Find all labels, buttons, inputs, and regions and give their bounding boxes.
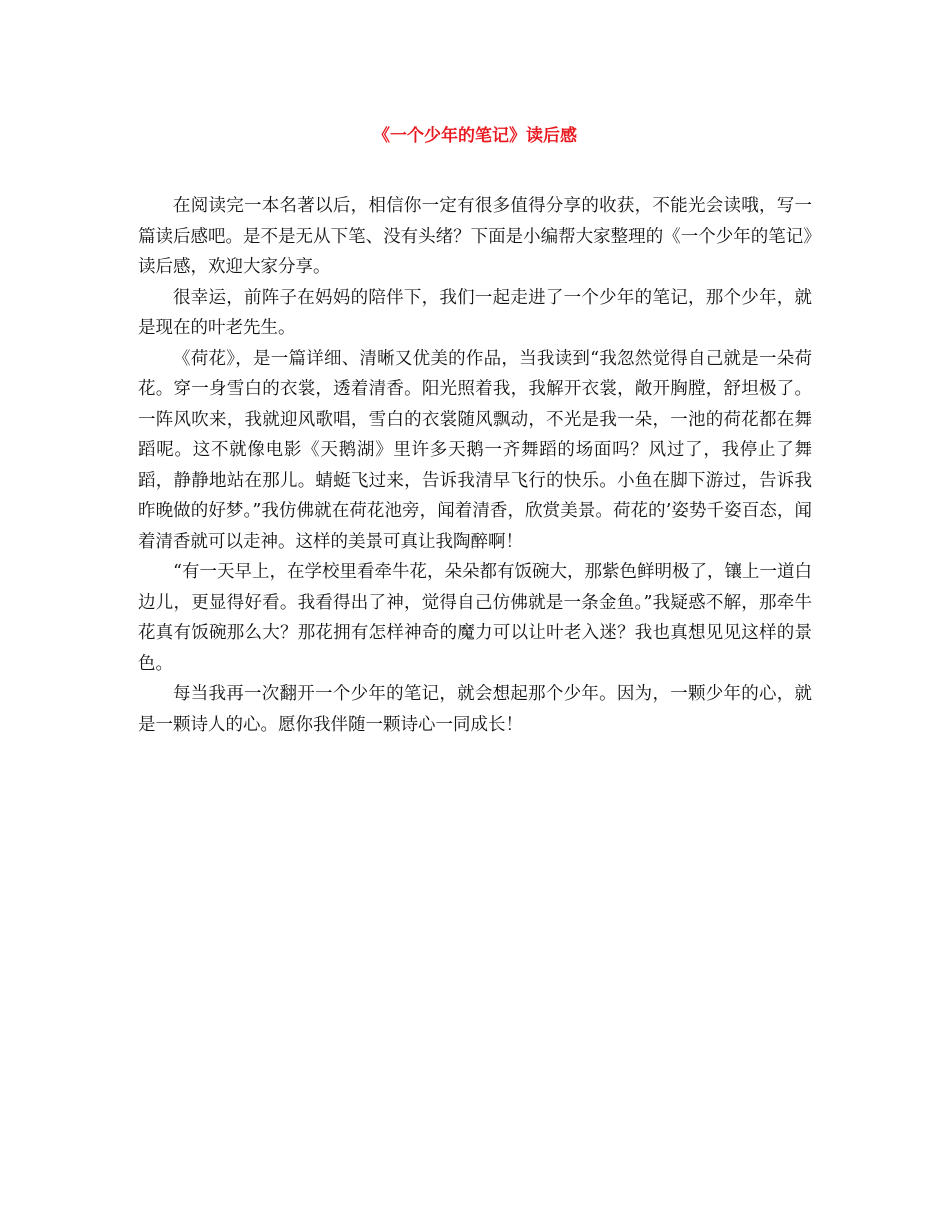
document-body: [138, 191, 812, 740]
paragraph-4: “有一天早上，在学校里看牵牛花，朵朵都有饭碗大，那紫色鲜明极了，镶上一道白边儿，更显得好看。我看得出了神，觉得自己仿佛就是一条金鱼。”我疑惑不解，那牵牛花真有饭碗那么大？那花拥有怎样神奇的魔力可以让叶老入迷？我也真想见见这样的景色。: [138, 562, 812, 674]
paragraph-2: 很幸运，前阵子在妈妈的陪伴下，我们一起走进了一个少年的笔记，那个少年，就是现在的叶老先生。: [138, 287, 812, 338]
document-title: 《一个少年的笔记》读后感: [373, 126, 577, 146]
paragraph-5: 每当我再一次翻开一个少年的笔记，就会想起那个少年。因为，一颗少年的心，就是一颗诗人的心。愿你我伴随一颗诗心一同成长！: [138, 684, 812, 735]
paragraph-intro: 在阅读完一本名著以后，相信你一定有很多值得分享的收获，不能光会读哦，写一篇读后感吧。是不是无从下笔、没有头绪？下面是小编帮大家整理的《一个少年的笔记》读后感，欢迎大家分享。: [138, 196, 812, 277]
paragraph-3: 《荷花》，是一篇详细、清晰又优美的作品，当我读到“我忽然觉得自己就是一朵荷花。穿一身雪白的衣裳，透着清香。阳光照着我，我解开衣裳，敞开胸膛，舒坦极了。一阵风吹来，我就迎风歌唱，雪白的衣裳随风飘动，不光是我一朵，一池的荷花都在舞蹈呢。这不就像电影《天鹅湖》里许多天鹅一齐舞蹈的场面吗？风过了，我停止了舞蹈，静静地站在那儿。蜻蜓飞过来，告诉我清早飞行的快乐。小鱼在脚下游过，告诉我昨晚做的好梦。”我仿佛就在荷花池旁，闻着清香，欣赏美景。荷花的’姿势千姿百态，闻着清香就可以走神。这样的美景可真让我陶醉啊！: [138, 348, 812, 552]
